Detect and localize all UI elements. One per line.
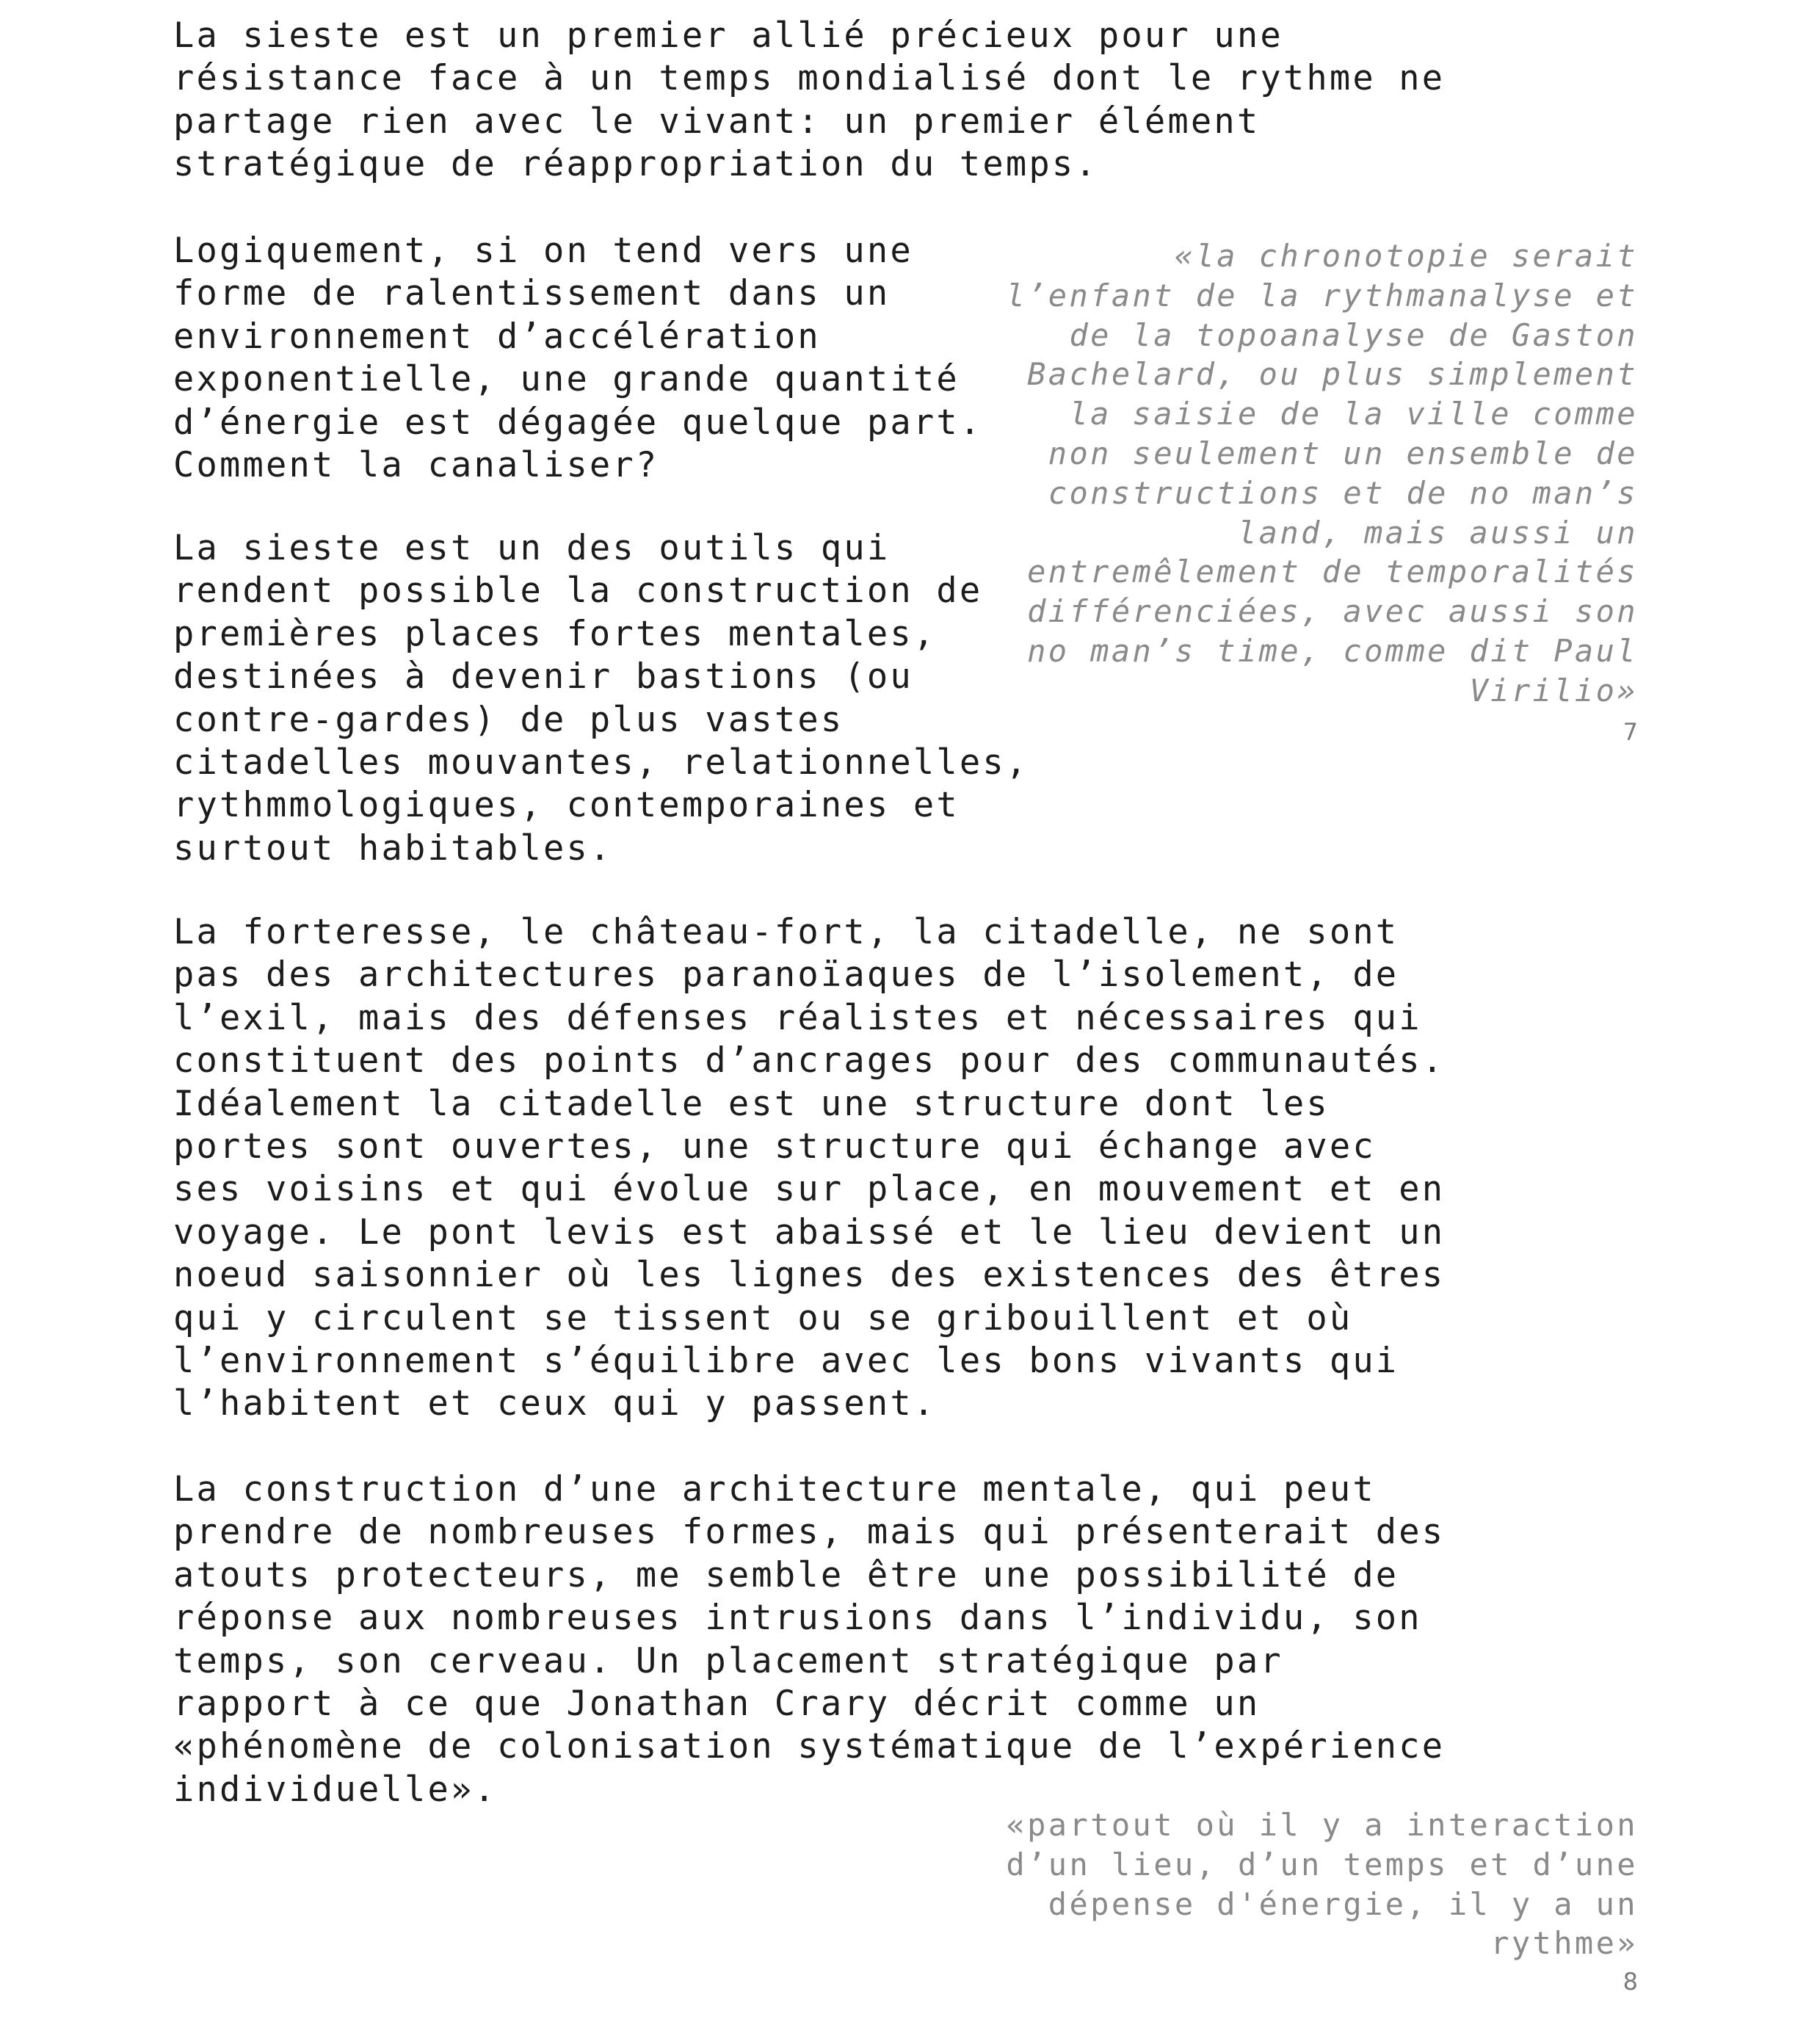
paragraph-places-fortes: La sieste est un des outils qui rendent possible la construction de premières places fortes mentales, destinées à devenir bastions (ou contre-gardes) de plus vastes citadelles mouvantes, relationnelles, rythmmologiques, contemporaines et surtout habitables. xyxy=(173,528,1029,869)
footnote-marker-7: 7 xyxy=(1623,718,1638,746)
paragraph-sieste-intro: La sieste est un premier allié précieux pour une résistance face à un temps mondialisé dont le rythme ne partage rien avec le vivant: un premier élément stratégique de réappropriation du temps. xyxy=(173,15,1446,185)
sidenote-quote-chronotopie: «la chronotopie serait l’enfant de la rythmanalyse et de la topoanalyse de Gaston Bachelard, ou plus simplement la saisie de la ville comme non seulement un ensemble de constructions et de no man’s land, mais aussi un entremêlement de temporalités différenciées, avec aussi son no man’s time, comme dit Paul Virilio» xyxy=(1006,238,1638,709)
paragraph-architecture-mentale: La construction d’une architecture mentale, qui peut prendre de nombreuses formes, mais qui présenterait des atouts protecteurs, me semble être une possibilité de réponse aux nombreuses intrusions dans l’individu, son temps, son cerveau. Un placement stratégique par rapport à ce que Jonathan Crary décrit comme un «phénomène de colonisation systématique de l’expérience individuelle». xyxy=(173,1469,1446,1810)
sidenote-quote-rythme: «partout où il y a interaction d’un lieu, d’un temps et d’une dépense d'énergie, il y a un rythme» xyxy=(1006,1807,1638,1962)
footnote-marker-8: 8 xyxy=(1623,1968,1638,1996)
paragraph-ralentissement: Logiquement, si on tend vers une forme de ralentissement dans un environnement d’accélération exponentielle, une grande quantité d’énergie est dégagée quelque part. Comment la canaliser? xyxy=(173,231,983,486)
paragraph-forteresse: La forteresse, le château-fort, la citadelle, ne sont pas des architectures paranoïaques de l’isolement, de l’exil, mais des défenses réalistes et nécessaires qui constituent des points d’ancrages pour des communautés. Idéalement la citadelle est une structure dont les portes sont ouvertes, une structure qui échange avec ses voisins et qui évolue sur place, en mouvement et en voyage. Le pont levis est abaissé et le lieu devient un noeud saisonnier où les lignes des existences des êtres qui y circulent se tissent ou se gribouillent et où l’environnement s’équilibre avec les bons vivants qui l’habitent et ceux qui y passent. xyxy=(173,912,1446,1424)
